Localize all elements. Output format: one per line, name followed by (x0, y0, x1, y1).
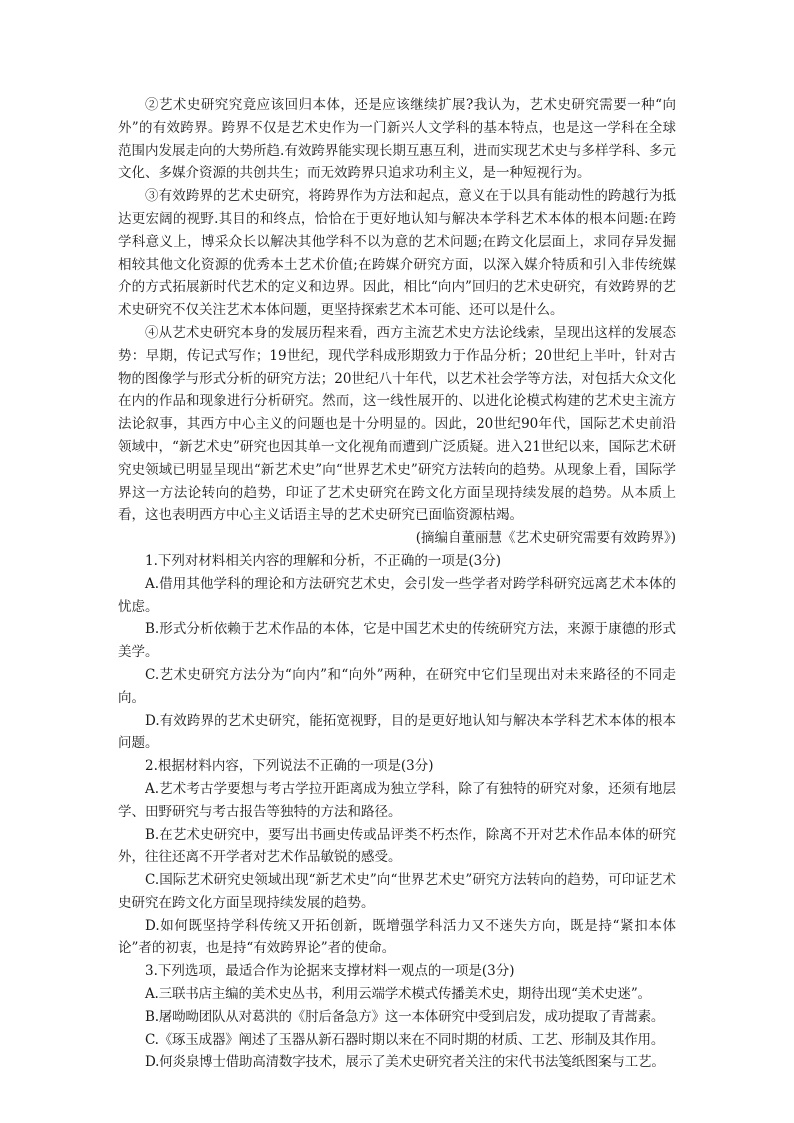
question-option: D.何炎泉博士借助高清数字技术，展示了美术史研究者关注的宋代书法笺纸图案与工艺。 (145, 1054, 665, 1071)
question-option: A.三联书店主编的美术史丛书，利用云端学术模式传播美术史，期待出现“美术史迷”。 (145, 986, 651, 1003)
question-option: A.借用其他学科的理论和方法研究艺术史，会引发一些学者对跨学科研究远离艺术本体的忧虑。 (118, 575, 676, 615)
document-body (118, 94, 676, 1074)
question-option: D.有效跨界的艺术史研究，能拓宽视野，目的是更好地认知与解决本学科艺术本体的根本问题。 (118, 712, 676, 752)
passage-paragraph: ④从艺术史研究本身的发展历程来看，西方主流艺术史方法论线索，呈现出这样的发展态势：早期，传记式写作；19世纪，现代学科成形期致力于作品分析；20世纪上半叶，针对古物的图像学与形式分析的研究方法；20世纪八十年代，以艺术社会学等方法，对包括大众文化在内的作品和现象进行分析研究。然而，这一线性展开的、以进化论模式构建的艺术史主流方法论叙事，其西方中心主义的问题也是十分明显的。因此，20世纪90年代，国际艺术史前沿领域中，“新艺术史”研究也因其单一文化视角而遭到广泛质疑。进入21世纪以来，国际艺术研究史领域已明显呈现出“新艺术史”向“世界艺术史”研究方法转向的趋势。从现象上看，国际学界这一方法论转向的趋势，印证了艺术史研究在跨文化方面呈现持续发展的趋势。从本质上看，这也表明西方中心主义话语主导的艺术史研究已面临资源枯竭。 (118, 324, 676, 524)
question-option: A.艺术考古学要想与考古学拉开距离成为独立学科，除了有独特的研究对象，还须有地层学、田野研究与考古报告等独特的方法和路径。 (118, 780, 676, 820)
question-option: B.形式分析依赖于艺术作品的本体，它是中国艺术史的传统研究方法，来源于康德的形式美学。 (118, 621, 676, 661)
passage-source: (摘编自董丽慧《艺术史研究需要有效跨界》) (415, 530, 676, 547)
question-stem: 1.下列对材料相关内容的理解和分析，不正确的一项是(3分) (145, 552, 502, 569)
question-option: B.在艺术史研究中，要写出书画史传或品评类不朽杰作，除离不开对艺术作品本体的研究外，往往还离不开学者对艺术作品敏锐的感受。 (118, 826, 676, 866)
passage-paragraph: ③有效跨界的艺术史研究，将跨界作为方法和起点，意义在于以具有能动性的跨越行为抵达更宏阔的视野.其目的和终点，恰恰在于更好地认知与解决本学科艺术本体的根本问题:在跨学科意义上，博采众长以解决其他学科不以为意的艺术问题;在跨文化层面上，求同存异发掘相较其他文化资源的优秀本土艺术价值;在跨媒介研究方面，以深入媒介特质和引入非传统媒介的方式拓展新时代艺术的定义和边界。因此，相比“向内”回归的艺术史研究，有效跨界的艺术史研究不仅关注艺术本体问题，更坚持探索艺术本可能、还可以是什么。 (118, 188, 676, 319)
passage (118, 94, 676, 550)
passage-paragraph: ②艺术史研究究竟应该回归本体，还是应该继续扩展?我认为，艺术史研究需要一种“向外”的有效跨界。跨界不仅是艺术史作为一门新兴人文学科的基本特点，也是这一学科在全球范围内发展走向的大势所趋.有效跨界能实现长期互惠互利，进而实现艺术史与多样学科、多元文化、多媒介资源的共创共生；而无效跨界只追求功利主义，是一种短视行为。 (118, 97, 676, 182)
question-stem: 2.根据材料内容，下列说法不正确的一项是(3分) (145, 758, 434, 775)
question-option: C.《琢玉成器》阐述了玉器从新石器时期以来在不同时期的材质、工艺、形制及其作用。 (145, 1031, 665, 1048)
question-option: C.艺术史研究方法分为“向内”和“向外”两种，在研究中它们呈现出对未来路径的不同走向。 (118, 666, 676, 706)
question-1 (118, 550, 676, 755)
question-option: C.国际艺术研究史领域出现“新艺术史”向“世界艺术史”研究方法转向的趋势，可印证艺术史研究在跨文化方面呈现持续发展的趋势。 (118, 872, 676, 911)
question-option: D.如何既坚持学科传统又开拓创新，既增强学科活力又不迷失方向，既是持“紧扣本体论”者的初衷，也是持“有效跨界论”者的使命。 (118, 917, 676, 957)
question-option: B.屠呦呦团队从对葛洪的《肘后备急方》这一本体研究中受到启发，成功提取了青蒿素。 (145, 1008, 665, 1025)
question-stem: 3.下列选项，最适合作为论据来支撑材料一观点的一项是(3分) (145, 963, 515, 980)
question-2 (118, 755, 676, 960)
question-3 (118, 960, 676, 1074)
